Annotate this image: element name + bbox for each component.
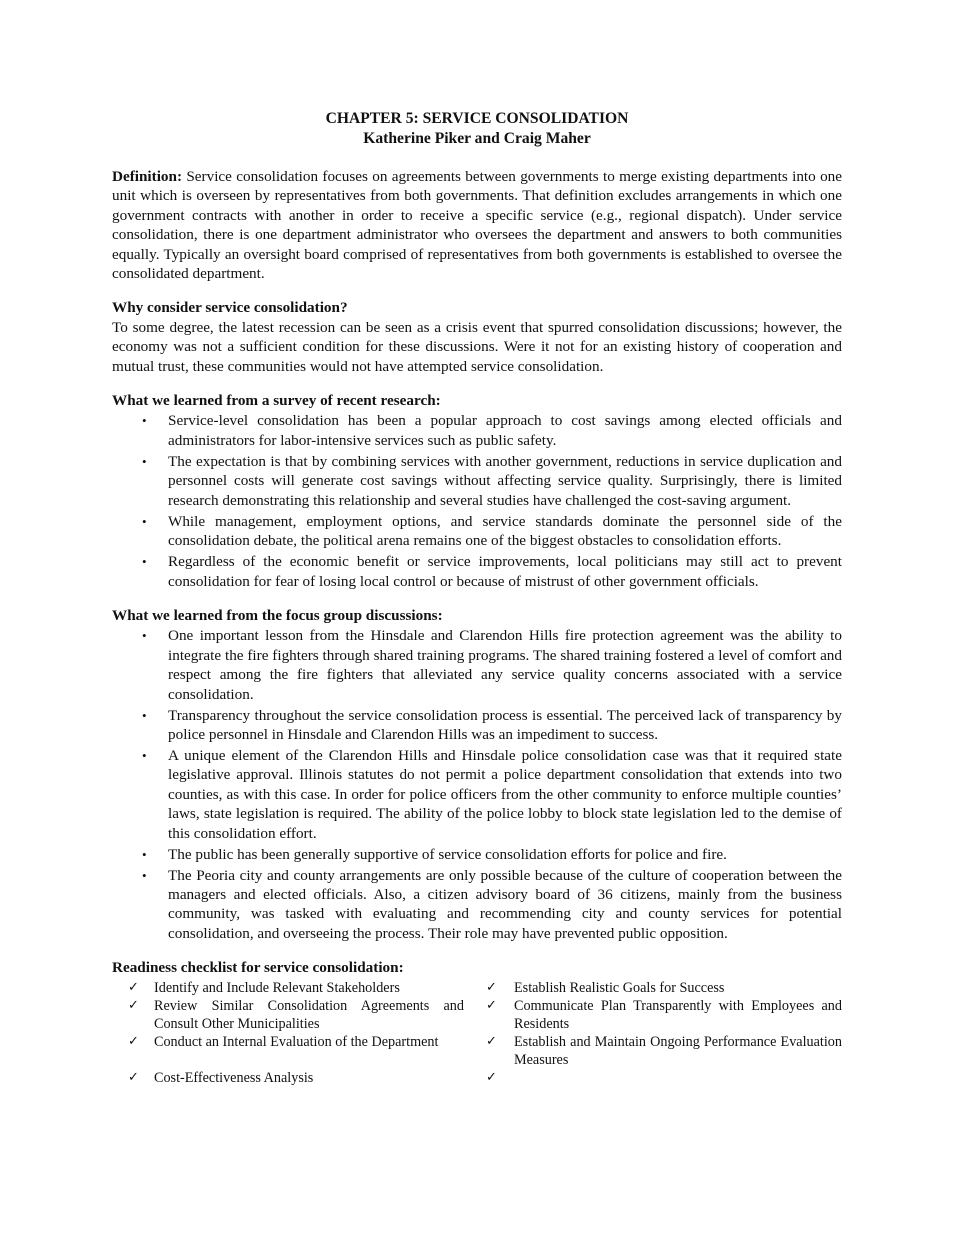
checkmark-icon: ✓ bbox=[128, 979, 139, 995]
list-item bbox=[112, 626, 842, 704]
definition-section bbox=[112, 167, 842, 283]
research-bullet-list bbox=[112, 411, 842, 590]
bullet-icon: • bbox=[142, 413, 147, 429]
list-item bbox=[112, 706, 842, 745]
bullet-icon: • bbox=[142, 628, 147, 644]
definition-label: Definition: bbox=[112, 168, 183, 185]
research-heading: What we learned from a survey of recent research: bbox=[112, 392, 441, 410]
checklist-item-text: Establish Realistic Goals for Success bbox=[514, 979, 725, 996]
readiness-checklist bbox=[112, 979, 842, 1087]
bullet-icon: • bbox=[142, 453, 147, 469]
checklist-item-text: Establish and Maintain Ongoing Performance Evaluation Measures bbox=[514, 1033, 842, 1068]
bullet-icon: • bbox=[142, 554, 147, 570]
checkmark-icon: ✓ bbox=[128, 1033, 139, 1049]
bullet-text: A unique element of the Clarendon Hills and Hinsdale police consolidation case was that it required state legislative approval. Illinois statutes do not permit a police department consolidation that extends into two counties, as with this case. In order for police officers from the other community to enforce multiple counties’ laws, state legislation is required. The ability of the police lobby to block state legislation led to the demise of this consolidation effort. bbox=[168, 746, 842, 842]
checkmark-icon: ✓ bbox=[486, 979, 497, 995]
checkmark-icon: ✓ bbox=[486, 997, 497, 1013]
checklist-item-text: Conduct an Internal Evaluation of the Department bbox=[154, 1033, 439, 1050]
checkmark-icon: ✓ bbox=[128, 997, 139, 1013]
checklist-item-text: Cost-Effectiveness Analysis bbox=[154, 1069, 314, 1086]
bullet-icon: • bbox=[142, 846, 147, 862]
checklist-item-text: Identify and Include Relevant Stakeholders bbox=[154, 979, 400, 996]
list-item bbox=[112, 746, 842, 843]
bullet-icon: • bbox=[142, 513, 147, 529]
checkmark-icon: ✓ bbox=[128, 1069, 139, 1085]
why-heading: Why consider service consolidation? bbox=[112, 299, 348, 317]
why-section bbox=[112, 298, 842, 376]
checkmark-icon: ✓ bbox=[486, 1033, 497, 1049]
list-item bbox=[112, 411, 842, 450]
bullet-text: Service-level consolidation has been a popular approach to cost savings among elected officials and administrators for labor-intensive services such as public safety. bbox=[168, 412, 842, 449]
definition-text: Service consolidation focuses on agreements between governments to merge existing departments into one unit which is overseen by representatives from both governments. That definition excludes arrangements in which one government contracts with another in order to receive a specific service (e.g., regional dispatch). Under service consolidation, there is one department administrator who oversees the department and answers to both communities equally. Typically an oversight board comprised of representatives from both governments is established to oversee the consolidated department. bbox=[112, 168, 842, 283]
list-item bbox=[112, 452, 842, 510]
list-item bbox=[112, 512, 842, 551]
bullet-icon: • bbox=[142, 867, 147, 883]
bullet-text: The Peoria city and county arrangements are only possible because of the culture of cooperation between the managers and elected officials. Also, a citizen advisory board of 36 citizens, mainly from the business community, was tasked with evaluating and recommending city and county services for potential consolidation, and overseeing the process. Their role may have prevented public opposition. bbox=[168, 866, 842, 942]
bullet-text: One important lesson from the Hinsdale and Clarendon Hills fire protection agreement was the ability to integrate the fire fighters through shared training programs. The shared training fostered a level of comfort and respect among the fire fighters that alleviated any service quality concerns associated with a service consolidation. bbox=[168, 627, 842, 703]
checklist-item-text: Communicate Plan Transparently with Employees and Residents bbox=[514, 997, 842, 1032]
focus-bullet-list bbox=[112, 626, 842, 943]
checkmark-icon: ✓ bbox=[486, 1069, 497, 1085]
list-item bbox=[112, 866, 842, 944]
bullet-text: While management, employment options, and service standards dominate the personnel side of the consolidation debate, the political arena remains one of the biggest obstacles to consolidation efforts. bbox=[168, 512, 842, 550]
checklist-item bbox=[112, 1033, 470, 1069]
bullet-text: The expectation is that by combining services with another government, reductions in service duplication and personnel costs will generate cost savings without affecting service quality. Surprisingly, there is limited research demonstrating this relationship and several studies have challenged the cost-saving argument. bbox=[168, 452, 842, 509]
checklist-item bbox=[470, 1033, 842, 1069]
list-item bbox=[112, 845, 842, 864]
list-item bbox=[112, 552, 842, 591]
bullet-text: Regardless of the economic benefit or service improvements, local politicians may still act to prevent consolidation for fear of losing local control or because of mistrust of other government officials. bbox=[168, 553, 842, 590]
chapter-header bbox=[112, 109, 842, 149]
checklist-item bbox=[112, 997, 470, 1033]
checklist-section bbox=[112, 958, 842, 1086]
bullet-text: Transparency throughout the service consolidation process is essential. The perceived lack of transparency by police personnel in Hinsdale and Clarendon Hills was an impediment to success. bbox=[168, 706, 842, 743]
focus-heading: What we learned from the focus group discussions: bbox=[112, 606, 443, 624]
checklist-item bbox=[470, 997, 842, 1033]
why-paragraph: To some degree, the latest recession can be seen as a crisis event that spurred consolidation discussions; however, the economy was not a sufficient condition for these discussions. Were it not for an existing history of cooperation and mutual trust, these communities would not have attempted service consolidation. bbox=[112, 318, 842, 375]
checklist-item-empty bbox=[470, 1069, 842, 1087]
checklist-item bbox=[112, 1069, 470, 1087]
focus-section bbox=[112, 606, 842, 943]
checklist-item-text: Review Similar Consolidation Agreements and Consult Other Municipalities bbox=[154, 997, 464, 1032]
checklist-heading: Readiness checklist for service consolidation: bbox=[112, 959, 404, 977]
bullet-icon: • bbox=[142, 747, 147, 763]
chapter-title: CHAPTER 5: SERVICE CONSOLIDATION bbox=[325, 110, 629, 127]
checklist-item bbox=[470, 979, 842, 997]
research-section bbox=[112, 391, 842, 591]
bullet-icon: • bbox=[142, 707, 147, 723]
definition-paragraph bbox=[112, 167, 842, 283]
checklist-item bbox=[112, 979, 470, 997]
bullet-text: The public has been generally supportive of service consolidation efforts for police and fire. bbox=[168, 845, 727, 863]
chapter-authors: Katherine Piker and Craig Maher bbox=[363, 130, 591, 147]
